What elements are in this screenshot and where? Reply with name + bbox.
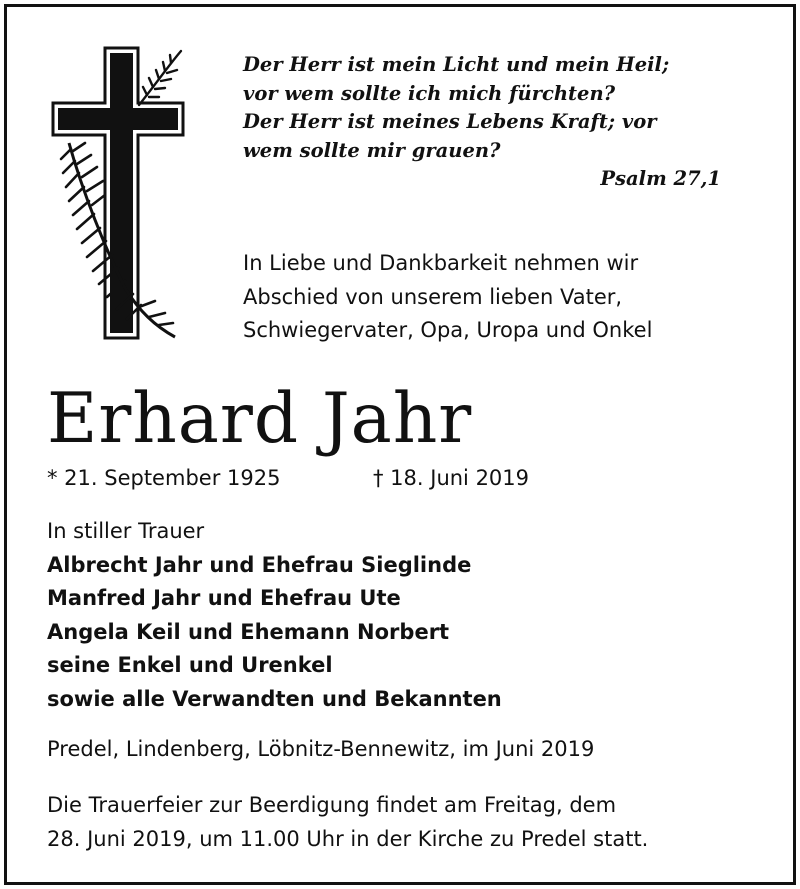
verse-line: Der Herr ist meines Lebens Kraft; vor — [243, 110, 657, 133]
mourners-list — [47, 515, 767, 716]
funeral-line: Die Trauerfeier zur Beerdigung findet am Freitag, dem — [47, 793, 617, 817]
funeral-details — [47, 789, 787, 856]
deceased-name: Erhard Jahr — [47, 379, 473, 459]
intro-line: In Liebe und Dankbarkeit nehmen wir — [243, 251, 639, 275]
mourning-lead: In stiller Trauer — [47, 519, 205, 543]
mourner-name: seine Enkel und Urenkel — [47, 653, 333, 677]
life-dates — [47, 463, 747, 493]
mourner-name: Angela Keil und Ehemann Norbert — [47, 619, 450, 644]
obituary-notice — [4, 4, 796, 885]
mourner-name: Albrecht Jahr und Ehefrau Sieglinde — [47, 552, 472, 577]
intro-line: Schwiegervater, Opa, Uropa und Onkel — [243, 318, 653, 342]
verse-reference: Psalm 27,1 — [600, 167, 721, 190]
mourner-name: Manfred Jahr und Ehefrau Ute — [47, 586, 401, 610]
verse-line: wem sollte mir grauen? — [243, 138, 501, 162]
verse-line: Der Herr ist mein Licht und mein Heil; — [243, 53, 670, 76]
bible-verse — [243, 51, 783, 194]
funeral-line: 28. Juni 2019, um 11.00 Uhr in der Kirche zu Predel statt. — [47, 826, 649, 851]
birth-date: * 21. September 1925 — [47, 466, 281, 490]
mourner-name: sowie alle Verwandten und Bekannten — [47, 686, 502, 711]
verse-line: vor wem sollte ich mich fürchten? — [243, 81, 616, 105]
death-date: † 18. Juni 2019 — [373, 466, 530, 490]
intro-line: Abschied von unserem lieben Vater, — [243, 284, 623, 309]
cross-with-palm-branch-icon — [47, 43, 187, 343]
farewell-intro — [243, 247, 783, 348]
place-and-date: Predel, Lindenberg, Löbnitz-Bennewitz, im Juni 2019 — [47, 737, 595, 761]
